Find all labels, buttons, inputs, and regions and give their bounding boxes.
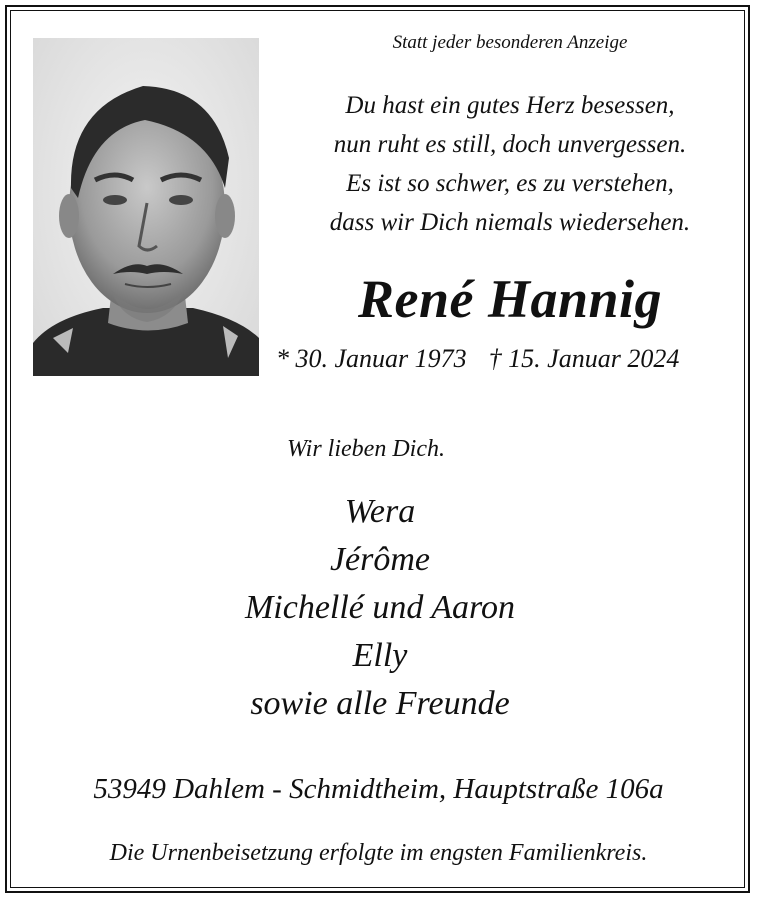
- deceased-name: René Hannig: [357, 269, 663, 329]
- notice-header: Statt jeder besonderen Anzeige: [392, 32, 628, 53]
- family-member: Elly: [352, 637, 408, 674]
- family-member: Michellé und Aaron: [244, 589, 516, 626]
- poem-line: Du hast ein gutes Herz besessen,: [345, 92, 675, 119]
- love-line: Wir lieben Dich.: [287, 436, 445, 462]
- family-member: Wera: [344, 493, 416, 530]
- birth-date: * 30. Januar 1973: [276, 344, 467, 373]
- poem-line: dass wir Dich niemals wiedersehen.: [329, 209, 691, 236]
- death-date: † 15. Januar 2024: [488, 344, 680, 373]
- family-member: Jérôme: [329, 541, 431, 578]
- life-dates: [276, 344, 679, 374]
- family-member: sowie alle Freunde: [250, 685, 510, 722]
- poem: [270, 86, 750, 242]
- portrait-photo: [33, 38, 259, 376]
- poem-line: Es ist so schwer, es zu verstehen,: [346, 170, 674, 197]
- burial-note: Die Urnenbeisetzung erfolgte im engsten Familienkreis.: [109, 840, 648, 866]
- address: 53949 Dahlem - Schmidtheim, Hauptstraße 106a: [93, 773, 664, 805]
- poem-line: nun ruht es still, doch unvergessen.: [333, 131, 687, 158]
- family-list: [150, 488, 610, 728]
